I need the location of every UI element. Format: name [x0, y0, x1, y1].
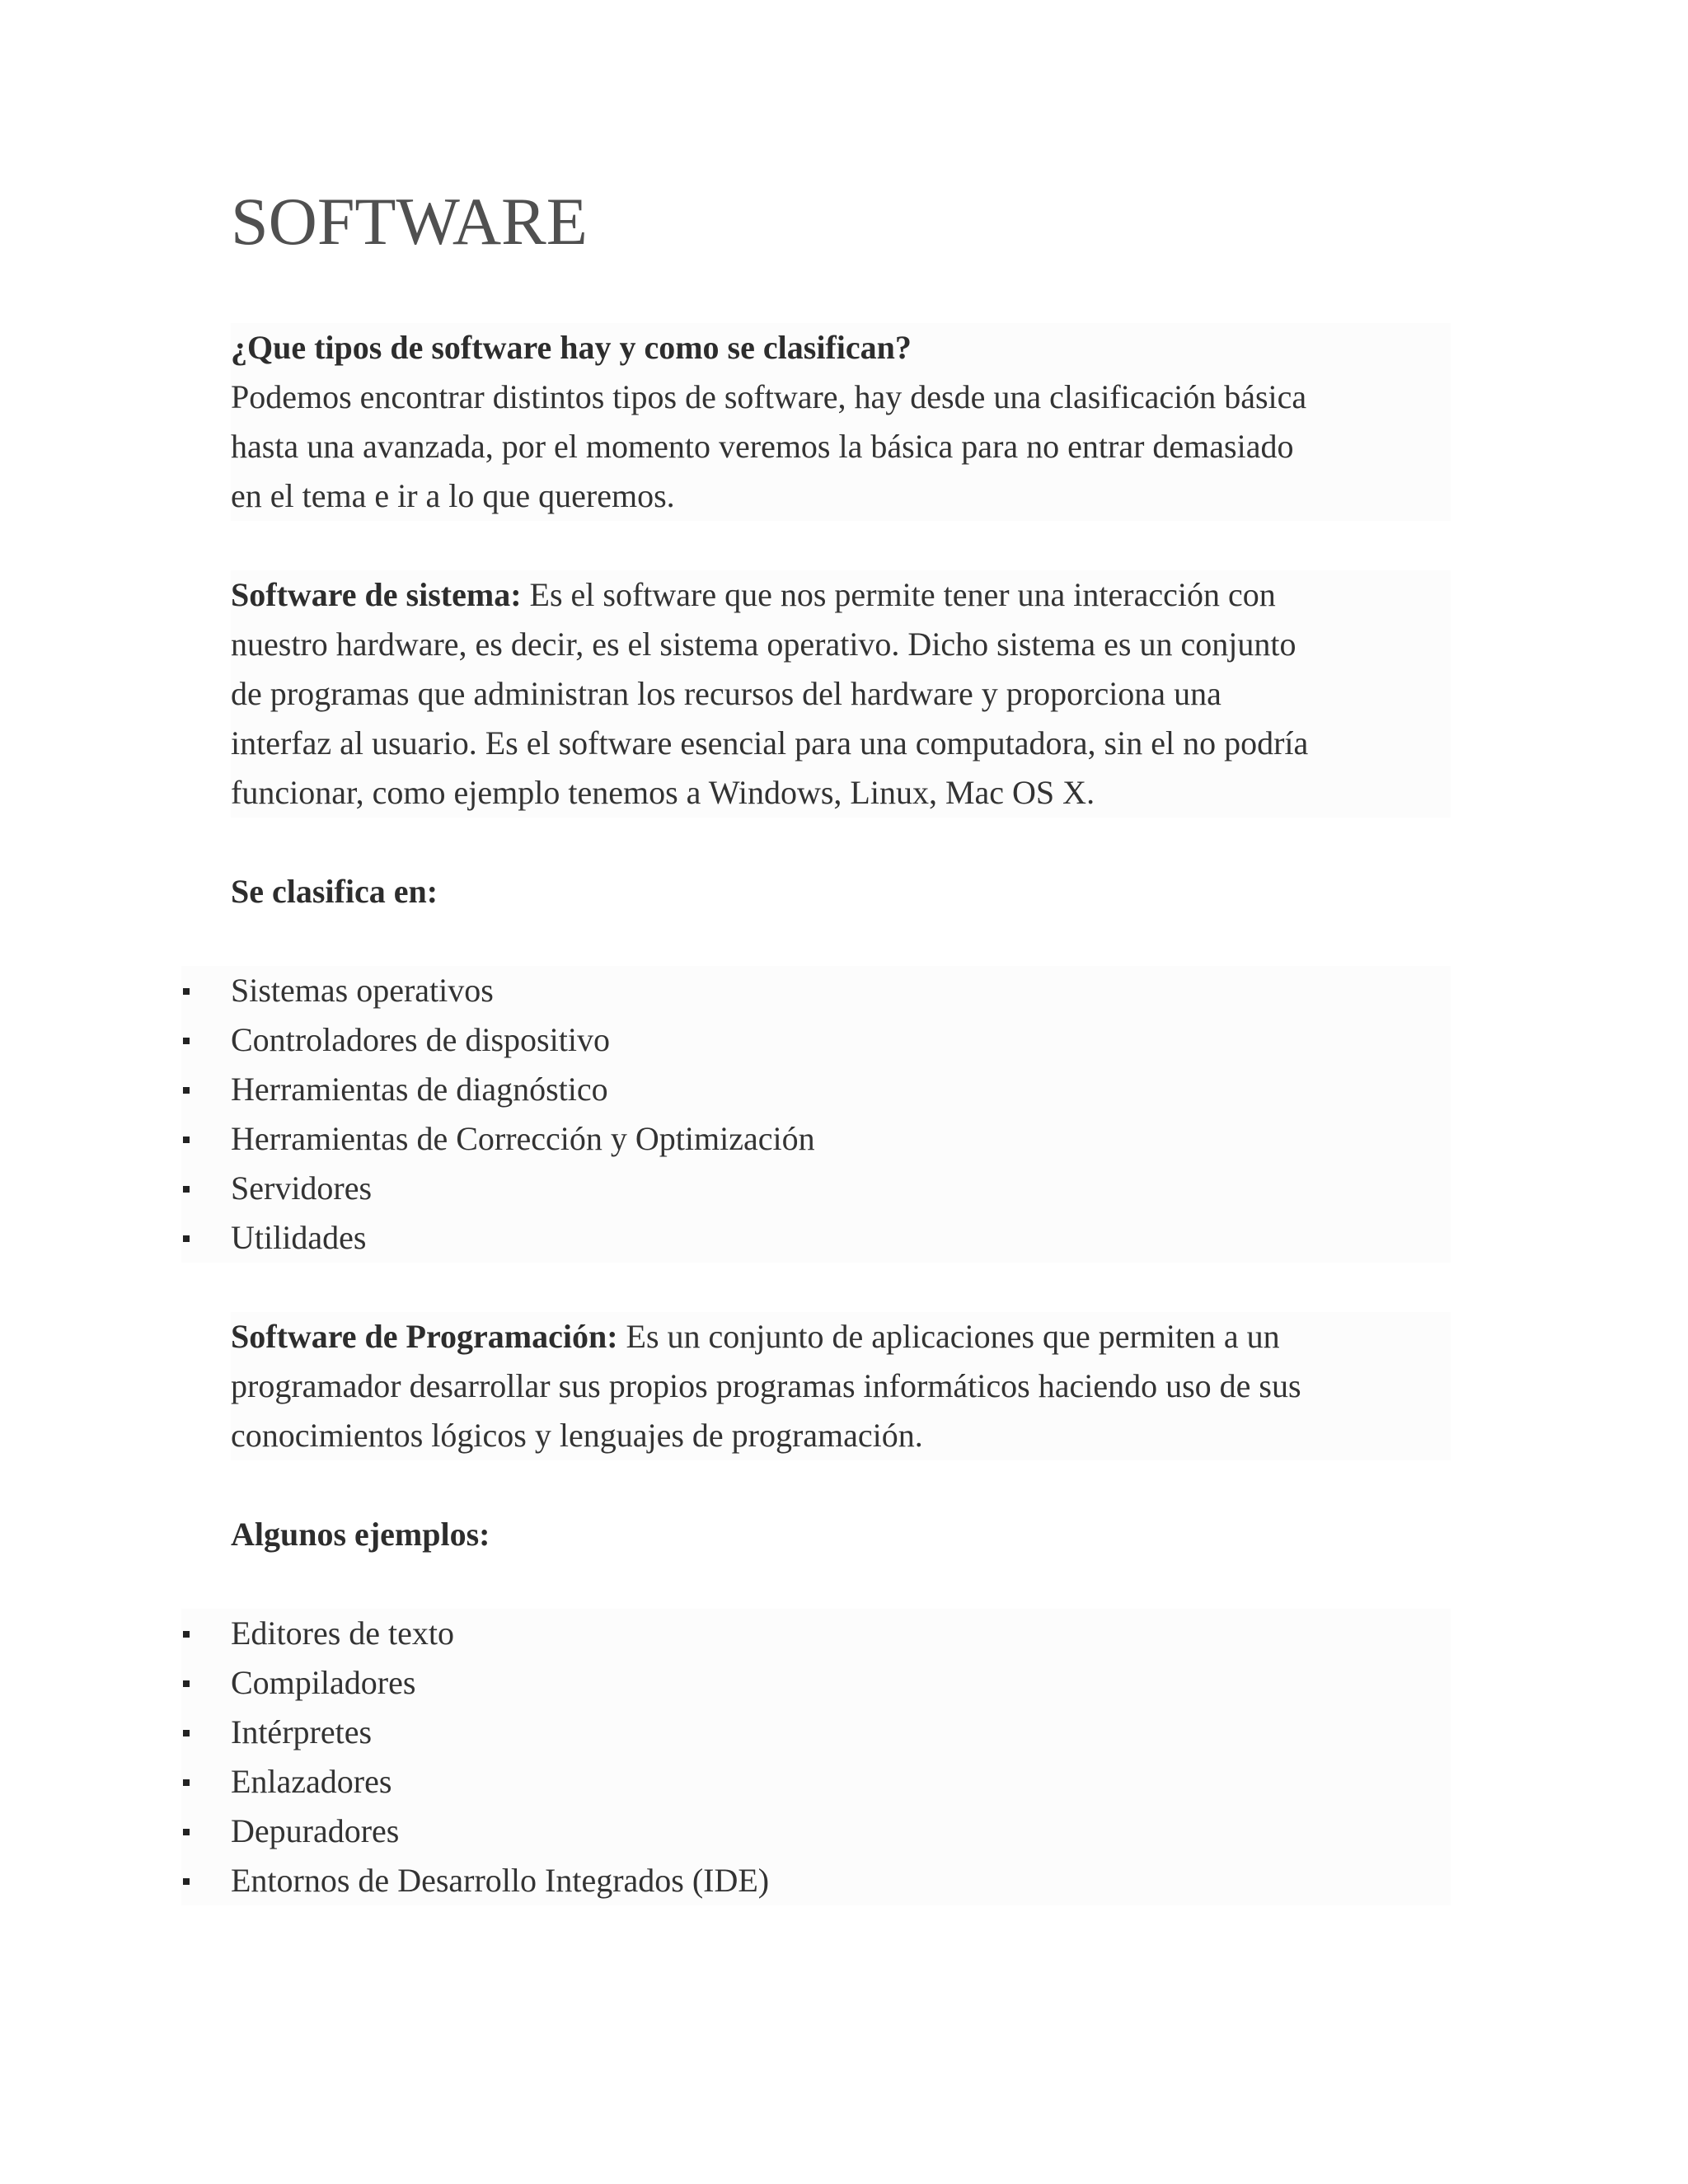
list-item-text: Sistemas operativos — [231, 972, 494, 1009]
spacer — [231, 521, 1451, 570]
examples-heading: Algunos ejemplos: — [231, 1516, 490, 1553]
spacer — [231, 1263, 1451, 1312]
square-bullet-icon — [183, 988, 190, 995]
square-bullet-icon — [183, 1878, 190, 1885]
list-item — [181, 966, 1451, 1015]
spacer — [231, 1460, 1451, 1510]
square-bullet-icon — [183, 1680, 190, 1687]
programming-software-text: Es un conjunto de aplicaciones que permiten a un — [617, 1318, 1280, 1355]
document-body — [231, 323, 1451, 1905]
system-software-text: Es el software que nos permite tener una interacción con — [521, 576, 1276, 613]
list-item — [181, 1213, 1451, 1263]
classification-list — [181, 966, 1451, 1263]
square-bullet-icon — [183, 1038, 190, 1044]
list-item-text: Controladores de dispositivo — [231, 1021, 610, 1058]
spacer — [231, 1559, 1451, 1609]
programming-software-line: conocimientos lógicos y lenguajes de programación. — [231, 1417, 923, 1454]
square-bullet-icon — [183, 1779, 190, 1786]
list-item-text: Enlazadores — [231, 1763, 392, 1800]
system-software-line: de programas que administran los recursos del hardware y proporciona una — [231, 675, 1221, 712]
list-item-text: Herramientas de diagnóstico — [231, 1071, 608, 1108]
classification-heading: Se clasifica en: — [231, 873, 438, 910]
intro-section — [231, 323, 1451, 521]
list-item-text: Herramientas de Corrección y Optimización — [231, 1120, 815, 1157]
programming-software-first-line — [231, 1312, 1451, 1361]
list-item — [181, 1065, 1451, 1114]
square-bullet-icon — [183, 1829, 190, 1835]
list-item-text: Entornos de Desarrollo Integrados (IDE) — [231, 1862, 770, 1899]
system-software-line: interfaz al usuario. Es el software esencial para una computadora, sin el no podría — [231, 724, 1309, 762]
list-item-text: Utilidades — [231, 1219, 367, 1256]
list-item-text: Editores de texto — [231, 1615, 455, 1652]
list-item-text: Compiladores — [231, 1664, 416, 1701]
square-bullet-icon — [183, 1730, 190, 1736]
system-software-label: Software de sistema: — [231, 576, 522, 613]
list-item — [181, 1609, 1451, 1658]
system-software-first-line — [231, 570, 1451, 620]
system-software-line: nuestro hardware, es decir, es el sistema operativo. Dicho sistema es un conjunto — [231, 626, 1296, 663]
square-bullet-icon — [183, 1087, 190, 1094]
examples-list — [181, 1609, 1451, 1905]
square-bullet-icon — [183, 1631, 190, 1638]
list-item-text: Intérpretes — [231, 1713, 373, 1750]
spacer — [231, 818, 1451, 867]
programming-software-line: programador desarrollar sus propios programas informáticos haciendo uso de sus — [231, 1367, 1301, 1404]
spacer — [231, 916, 1451, 966]
list-item — [181, 1114, 1451, 1164]
list-item — [181, 1658, 1451, 1708]
list-item — [181, 1164, 1451, 1213]
list-item — [181, 1757, 1451, 1807]
list-item-text: Depuradores — [231, 1812, 400, 1849]
list-item — [181, 1708, 1451, 1757]
page-title: SOFTWARE — [231, 184, 588, 259]
system-software-section — [231, 570, 1451, 818]
list-item-text: Servidores — [231, 1169, 373, 1207]
square-bullet-icon — [183, 1235, 190, 1242]
programming-software-label: Software de Programación: — [231, 1318, 618, 1355]
square-bullet-icon — [183, 1186, 190, 1193]
list-item — [181, 1856, 1451, 1905]
intro-line: hasta una avanzada, por el momento veremos la básica para no entrar demasiado — [231, 428, 1294, 465]
programming-software-section — [231, 1312, 1451, 1460]
intro-question: ¿Que tipos de software hay y como se clasifican? — [231, 329, 912, 366]
intro-line: en el tema e ir a lo que queremos. — [231, 477, 675, 514]
list-item — [181, 1807, 1451, 1856]
square-bullet-icon — [183, 1137, 190, 1143]
list-item — [181, 1015, 1451, 1065]
system-software-line: funcionar, como ejemplo tenemos a Windows, Linux, Mac OS X. — [231, 774, 1095, 811]
intro-line: Podemos encontrar distintos tipos de software, hay desde una clasificación básica — [231, 378, 1307, 415]
